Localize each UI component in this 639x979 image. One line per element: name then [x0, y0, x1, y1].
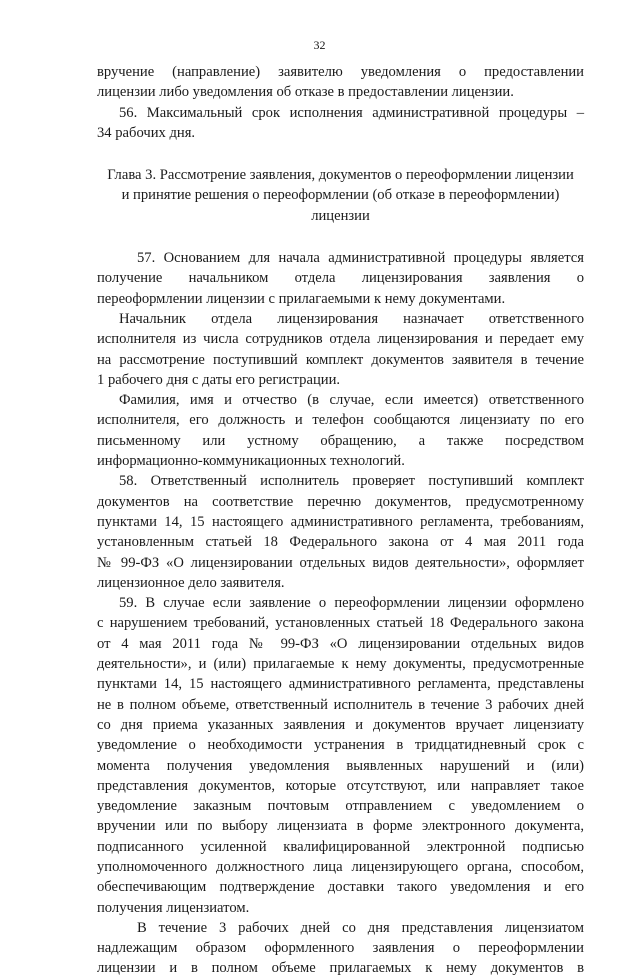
- text-line: 34 рабочих дня.: [97, 124, 196, 141]
- text-line: лицензии и в полном объеме прилагаемых к нему документов в: [97, 960, 584, 977]
- text-line: момента получения уведомления выявленных нарушений и (или): [97, 757, 584, 774]
- document-body: [97, 62, 584, 979]
- text-line: исполнителя из числа сотрудников отдела лицензирования и передает ему: [97, 331, 584, 348]
- text-line: уведомление о необходимости устранения в тридцатидневный срок с: [97, 737, 584, 754]
- text-line: пунктами 14, 15 настоящего административного регламента, представлены: [97, 676, 584, 693]
- text-line: исполнителя, его должность и телефон сообщаются лицензиату по его: [97, 412, 584, 429]
- chapter-heading: [97, 165, 584, 226]
- text-line: лицензии либо уведомления об отказе в предоставлении лицензии.: [97, 84, 514, 101]
- text-line: 1 рабочего дня с даты его регистрации.: [97, 371, 341, 388]
- paragraph: [97, 248, 584, 309]
- text-line: 57. Основанием для начала административной процедуры является: [137, 250, 584, 267]
- text-line: надлежащим образом оформленного заявления о переоформлении: [97, 940, 584, 957]
- paragraph: [97, 309, 584, 390]
- text-line: письменному или устному обращению, а также посредством: [97, 432, 584, 449]
- text-line: В течение 3 рабочих дней со дня представления лицензиатом: [137, 919, 584, 936]
- text-line: деятельности», и (или) прилагаемые к нему документы, предусмотренные: [97, 656, 584, 673]
- paragraph: [97, 593, 584, 918]
- paragraph: [97, 471, 584, 593]
- text-line: Фамилия, имя и отчество (в случае, если имеется) ответственного: [119, 392, 584, 409]
- text-line: подписанного усиленной квалифицированной электронной подписью: [97, 838, 584, 855]
- page-number: 32: [313, 38, 326, 52]
- text-line: получения лицензиатом.: [97, 899, 250, 916]
- text-line: уведомление заказным почтовым отправлением с уведомлением о: [97, 798, 584, 815]
- text-line: и принятие решения о переоформлении (об отказе в переоформлении): [121, 187, 560, 204]
- text-line: установленным статьей 18 Федерального закона от 4 мая 2011 года: [97, 534, 584, 551]
- text-line: от 4 мая 2011 года № 99-ФЗ «О лицензировании отдельных видов: [97, 635, 584, 652]
- text-line: обеспечивающим подтверждение доставки такого уведомления и его: [97, 879, 584, 896]
- text-line: уполномоченного должностного лица лицензирующего органа, способом,: [97, 858, 584, 875]
- text-line: Глава 3. Рассмотрение заявления, документов о переоформлении лицензии: [107, 167, 574, 184]
- text-line: пунктами 14, 15 настоящего административного регламента, требованиям,: [97, 513, 584, 530]
- text-line: 56. Максимальный срок исполнения административной процедуры –: [119, 104, 584, 121]
- text-line: не в полном объеме, ответственный исполнитель в течение 3 рабочих дней: [97, 696, 584, 713]
- paragraph: [97, 62, 584, 103]
- text-line: переоформлении лицензии с прилагаемыми к нему документами.: [97, 290, 506, 307]
- paragraph: [97, 103, 584, 144]
- text-line: вручение (направление) заявителю уведомления о предоставлении: [97, 64, 584, 80]
- paragraph: [97, 918, 584, 979]
- text-line: Начальник отдела лицензирования назначает ответственного: [119, 310, 584, 327]
- text-line: с нарушением требований, установленных статьей 18 Федерального закона: [97, 615, 584, 632]
- text-line: получение начальником отдела лицензирования заявления о: [97, 270, 584, 287]
- text-line: 59. В случае если заявление о переоформлении лицензии оформлено: [119, 595, 584, 612]
- text-line: со дня приема указанных заявления и документов вручает лицензиату: [97, 716, 584, 733]
- text-line: представления документов, которые отсутствуют, или направляет такое: [97, 777, 584, 794]
- text-line: информационно-коммуникационных технологий.: [97, 453, 405, 470]
- text-line: на рассмотрение поступивший комплект документов заявителя в течение: [97, 351, 584, 368]
- text-line: лицензии: [311, 207, 370, 224]
- text-line: лицензионное дело заявителя.: [97, 574, 285, 591]
- text-line: № 99-ФЗ «О лицензировании отдельных видов деятельности», оформляет: [97, 554, 584, 571]
- text-line: документов на соответствие перечню документов, предусмотренному: [97, 493, 584, 510]
- paragraph: [97, 390, 584, 471]
- text-line: вручении или по выбору лицензиата в форме электронного документа,: [97, 818, 584, 835]
- text-line: 58. Ответственный исполнитель проверяет поступивший комплект: [119, 473, 584, 490]
